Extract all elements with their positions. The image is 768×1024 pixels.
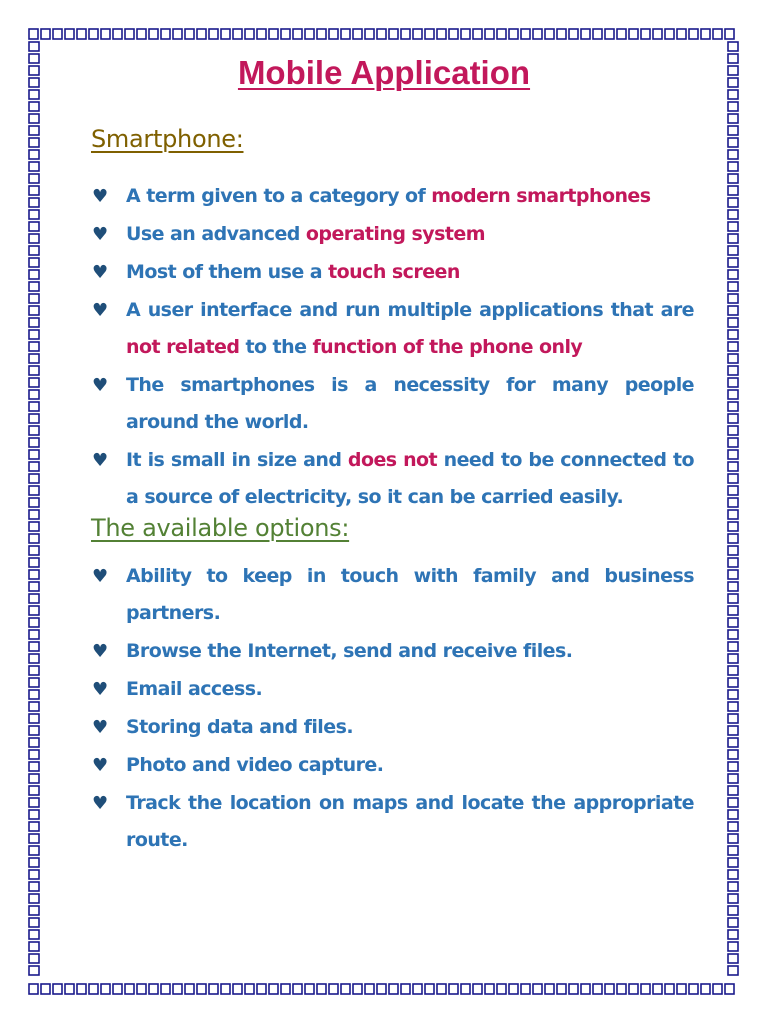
section-heading-smartphone: Smartphone: <box>91 125 244 153</box>
highlighted-text: modern smartphones <box>431 185 651 207</box>
item-text: Use an advanced <box>126 223 306 245</box>
heart-bullet-icon: ♥ <box>92 186 108 207</box>
item-text: A user interface and run multiple applications that are <box>126 299 694 321</box>
highlighted-text: touch screen <box>328 261 460 283</box>
list-item <box>92 633 694 670</box>
item-text: A term given to a category of <box>126 185 432 207</box>
item-text: need to be connected to a source of electricity, so it can be carried easily. <box>126 449 694 508</box>
highlighted-text: does not <box>347 449 438 471</box>
options-bullet-list <box>92 558 694 860</box>
list-item <box>92 254 694 291</box>
heart-bullet-icon: ♥ <box>92 641 108 662</box>
heart-bullet-icon: ♥ <box>92 262 108 283</box>
heart-bullet-icon: ♥ <box>92 300 108 321</box>
list-item <box>92 785 694 859</box>
list-item <box>92 747 694 784</box>
item-text: to the <box>239 336 313 358</box>
item-text: Ability to keep in touch with family and business partners. <box>126 565 694 624</box>
heart-bullet-icon: ♥ <box>92 755 108 776</box>
highlighted-text: not related <box>126 336 240 358</box>
item-text: Photo and video capture. <box>126 754 384 776</box>
page-title: Mobile Application <box>237 54 531 91</box>
heart-bullet-icon: ♥ <box>92 375 108 396</box>
list-item <box>92 292 694 366</box>
item-text: It is small in size and <box>126 449 348 471</box>
heart-bullet-icon: ♥ <box>92 566 108 587</box>
heart-bullet-icon: ♥ <box>92 224 108 245</box>
list-item <box>92 442 694 516</box>
section-heading-available-options: The available options: <box>91 514 350 542</box>
heart-bullet-icon: ♥ <box>92 450 108 471</box>
item-text: Storing data and files. <box>126 716 354 738</box>
list-item <box>92 558 694 632</box>
item-text: Browse the Internet, send and receive files. <box>126 640 573 662</box>
list-item <box>92 367 694 441</box>
heart-bullet-icon: ♥ <box>92 717 108 738</box>
heart-bullet-icon: ♥ <box>92 679 108 700</box>
highlighted-text: operating system <box>305 223 485 245</box>
smartphone-bullet-list <box>92 178 694 517</box>
list-item <box>92 671 694 708</box>
list-item <box>92 178 694 215</box>
highlighted-text: function of the phone only <box>312 336 583 358</box>
list-item <box>92 216 694 253</box>
list-item <box>92 709 694 746</box>
item-text: Most of them use a <box>126 261 329 283</box>
item-text: Track the location on maps and locate the appropriate route. <box>126 792 694 851</box>
item-text: The smartphones is a necessity for many people around the world. <box>126 374 694 433</box>
item-text: Email access. <box>126 678 263 700</box>
heart-bullet-icon: ♥ <box>92 793 108 814</box>
